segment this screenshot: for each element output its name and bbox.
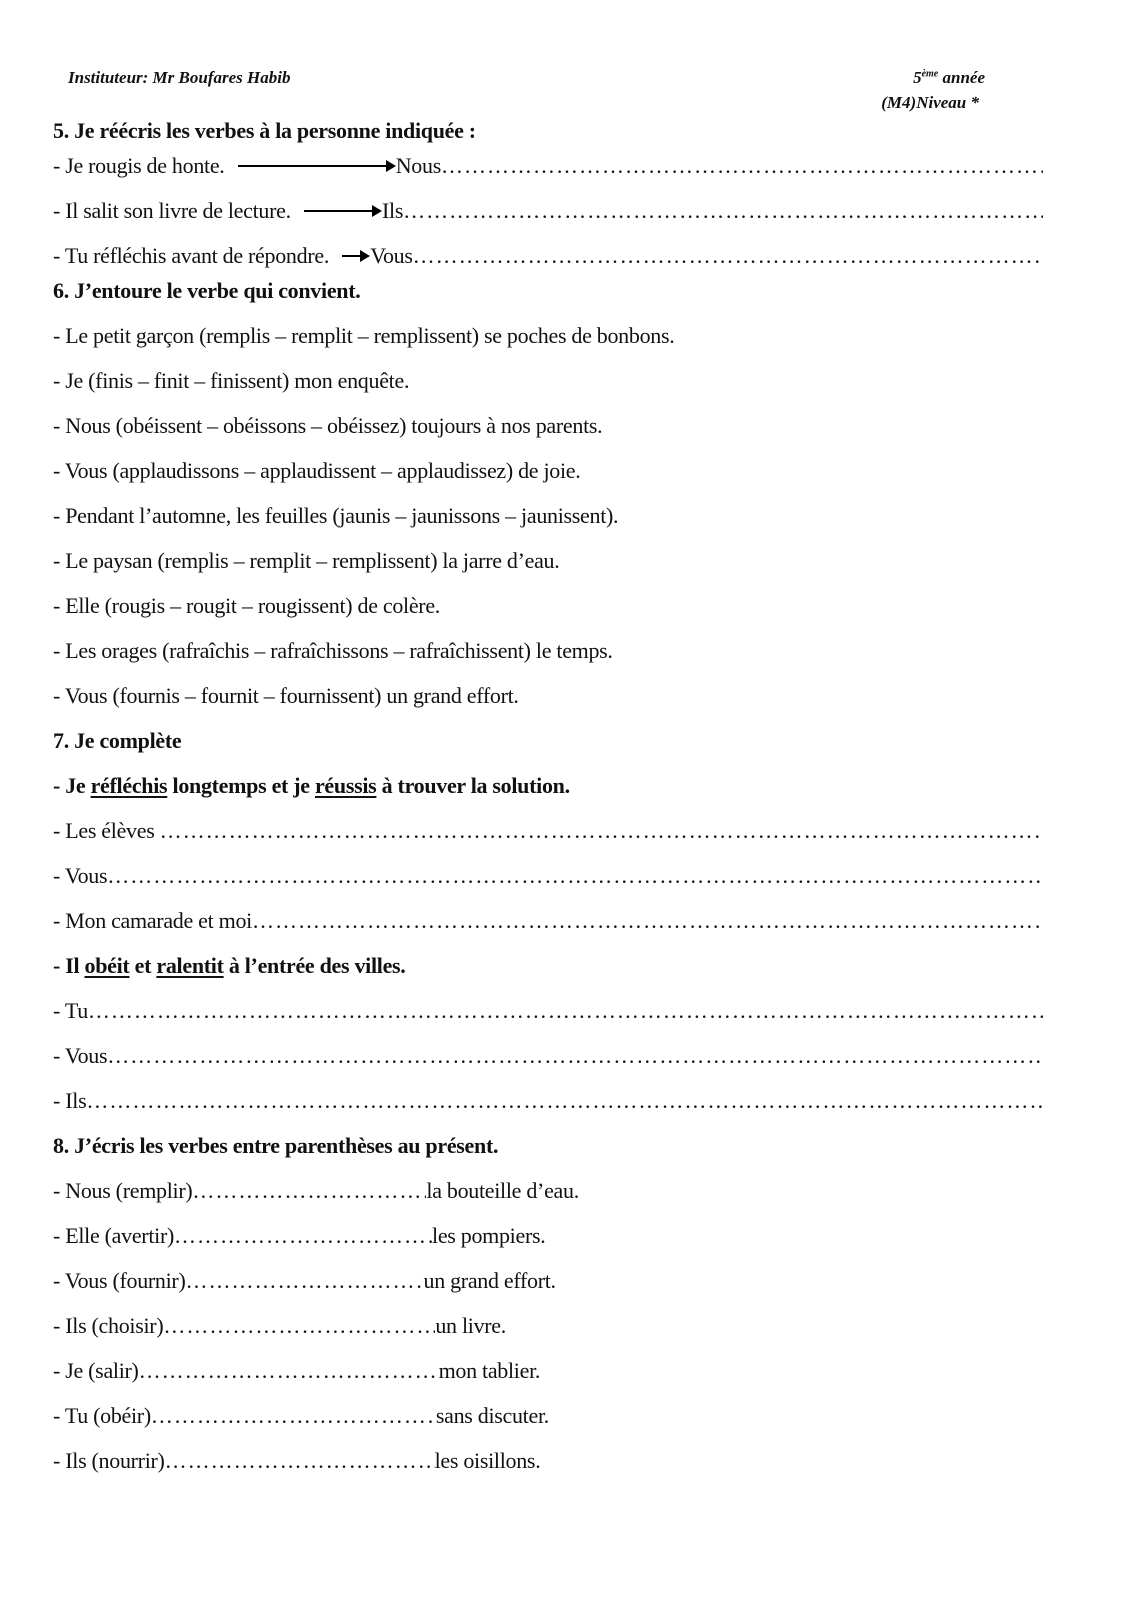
answer-blank[interactable]: [163, 1303, 435, 1348]
sentence: - Tu réfléchis avant de répondre.: [53, 243, 335, 268]
choice-item: - Le paysan (remplis – remplit – remplissent) la jarre d’eau.: [53, 548, 560, 573]
conjugate-item: [53, 1258, 1043, 1303]
complete-item: [53, 898, 1043, 943]
target-pronoun: Nous: [395, 153, 441, 178]
section-7-title: 7. Je complète: [53, 728, 182, 753]
choice-item: - Pendant l’automne, les feuilles (jaunis – jaunissons – jaunissent).: [53, 503, 619, 528]
answer-blank[interactable]: [88, 988, 1043, 1033]
section-8-title: 8. J’écris les verbes entre parenthèses au présent.: [53, 1133, 499, 1158]
prompt: - Tu (obéir): [53, 1403, 151, 1428]
choice-item: - Vous (fournis – fournit – fournissent) un grand effort.: [53, 683, 519, 708]
model-sentence-1: [53, 763, 1043, 808]
conjugate-item: [53, 1393, 1043, 1438]
answer-blank[interactable]: [151, 1393, 436, 1438]
conjugate-item: [53, 1213, 1043, 1258]
answer-blank[interactable]: [192, 1168, 426, 1213]
sentence-end: un grand effort.: [423, 1268, 556, 1293]
model-text: à l’entrée des villes.: [223, 953, 406, 978]
conjugate-item: [53, 1168, 1043, 1213]
grade-label: [913, 68, 985, 88]
complete-item: [53, 853, 1043, 898]
choice-item: - Elle (rougis – rougit – rougissent) de colère.: [53, 593, 440, 618]
sentence-end: un livre.: [435, 1313, 506, 1338]
prompt: - Tu: [53, 998, 88, 1023]
grade-word: année: [938, 68, 985, 87]
answer-blank[interactable]: [107, 853, 1043, 898]
conjugate-item: [53, 1303, 1043, 1348]
sentence-end: sans discuter.: [435, 1403, 549, 1428]
prompt: - Vous: [53, 1043, 108, 1068]
answer-blank[interactable]: [165, 1438, 435, 1483]
answer-blank[interactable]: [252, 898, 1043, 943]
complete-item: [53, 1033, 1043, 1078]
answer-blank[interactable]: [86, 1078, 1043, 1123]
teacher-name: Instituteur: Mr Boufares Habib: [68, 68, 291, 87]
underlined-verb: obéit: [84, 953, 130, 978]
sentence-end: la bouteille d’eau.: [426, 1178, 579, 1203]
worksheet: [53, 108, 1043, 1483]
underlined-verb: réfléchis: [90, 773, 168, 798]
prompt: - Vous (fournir): [53, 1268, 186, 1293]
answer-blank[interactable]: [139, 1348, 439, 1393]
choice-item: - Les orages (rafraîchis – rafraîchissons – rafraîchissent) le temps.: [53, 638, 613, 663]
answer-blank[interactable]: [160, 808, 1043, 853]
answer-blank[interactable]: [413, 233, 1043, 278]
prompt: - Je (salir): [53, 1358, 139, 1383]
sentence-end: les oisillons.: [434, 1448, 541, 1473]
rewrite-item: [53, 188, 1043, 233]
model-text: à trouver la solution.: [376, 773, 570, 798]
target-pronoun: Ils: [382, 198, 404, 223]
choice-item: - Nous (obéissent – obéissons – obéissez) toujours à nos parents.: [53, 413, 603, 438]
prompt: - Ils (choisir): [53, 1313, 164, 1338]
choice-item: - Vous (applaudissons – applaudissent – applaudissez) de joie.: [53, 458, 581, 483]
complete-item: [53, 1078, 1043, 1123]
sentence-end: mon tablier.: [438, 1358, 541, 1383]
rewrite-item: [53, 143, 1043, 188]
sentence: - Je rougis de honte.: [53, 153, 230, 178]
arrow-icon: [238, 165, 394, 167]
answer-blank[interactable]: [174, 1213, 432, 1258]
grade-number: 5: [913, 68, 922, 87]
arrow-icon: [304, 210, 380, 212]
grade-superscript: ème: [921, 68, 939, 80]
level-label: (M4)Niveau *: [881, 93, 979, 112]
complete-item: [53, 808, 1043, 853]
prompt: - Mon camarade et moi: [53, 908, 252, 933]
prompt: - Nous (remplir): [53, 1178, 193, 1203]
section-5-title: 5. Je réécris les verbes à la personne indiquée :: [53, 118, 476, 143]
model-text: longtemps et je: [167, 773, 315, 798]
prompt: - Vous: [53, 863, 108, 888]
prompt: - Elle (avertir): [53, 1223, 175, 1248]
choice-item: - Je (finis – finit – finissent) mon enquête.: [53, 368, 410, 393]
choice-item: - Le petit garçon (remplis – remplit – remplissent) se poches de bonbons.: [53, 323, 675, 348]
answer-blank[interactable]: [403, 188, 1043, 233]
arrow-icon: [342, 255, 368, 257]
complete-item: [53, 988, 1043, 1033]
underlined-verb: réussis: [314, 773, 377, 798]
conjugate-item: [53, 1348, 1043, 1393]
model-sentence-2: [53, 943, 1043, 988]
model-text: et: [129, 953, 157, 978]
prompt: - Les élèves: [53, 818, 160, 843]
prompt: - Ils (nourrir): [53, 1448, 165, 1473]
answer-blank[interactable]: [107, 1033, 1043, 1078]
model-text: - Je: [53, 773, 91, 798]
conjugate-item: [53, 1438, 1043, 1483]
target-pronoun: Vous: [370, 243, 413, 268]
section-6-title: 6. J’entoure le verbe qui convient.: [53, 278, 361, 303]
sentence-end: les pompiers.: [432, 1223, 546, 1248]
model-text: - Il: [53, 953, 85, 978]
prompt: - Ils: [53, 1088, 87, 1113]
underlined-verb: ralentit: [156, 953, 224, 978]
sentence: - Il salit son livre de lecture.: [53, 198, 297, 223]
answer-blank[interactable]: [186, 1258, 424, 1303]
answer-blank[interactable]: [441, 143, 1043, 188]
